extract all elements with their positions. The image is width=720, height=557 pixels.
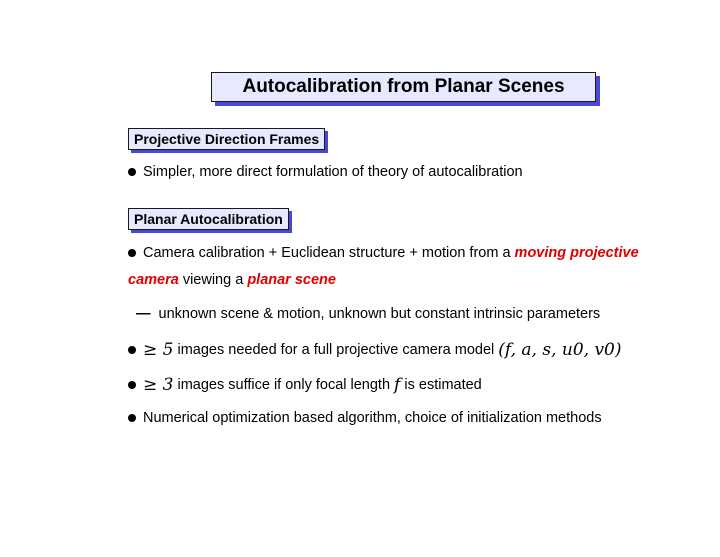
math-geq-three: ≥ 3: [143, 375, 174, 395]
bullet-five-images: [128, 340, 622, 360]
dash-unknown-scene: [136, 306, 600, 322]
highlight-moving-projective: moving projective: [514, 245, 639, 261]
bullet-numerical-optimization: [128, 410, 602, 426]
bullet-icon: [128, 168, 136, 176]
bullet-three-images: [128, 375, 482, 395]
highlight-camera: camera: [128, 272, 179, 288]
bullet-text: Numerical optimization based algorithm, choice of initialization methods: [143, 410, 602, 426]
bullet-icon: [128, 381, 136, 389]
bullet-icon: [128, 346, 136, 354]
bullet-text: images needed for a full projective camera model: [177, 342, 495, 358]
bullet-camera-calibration-continued: [128, 272, 336, 288]
dash-text: unknown scene & motion, unknown but constant intrinsic parameters: [158, 306, 601, 322]
bullet-icon: [128, 249, 136, 257]
math-camera-parameters: (f, a, s, u0, v0): [498, 340, 622, 360]
bullet-camera-calibration: [128, 245, 639, 261]
math-focal-length: f: [394, 375, 401, 395]
dash-icon: —: [136, 306, 151, 322]
bullet-text: viewing a: [182, 272, 244, 288]
bullet-text: Simpler, more direct formulation of theory of autocalibration: [143, 164, 523, 180]
bullet-text: images suffice if only focal length: [177, 377, 391, 393]
slide-title: Autocalibration from Planar Scenes: [211, 72, 596, 102]
bullet-text: is estimated: [404, 377, 482, 393]
bullet-icon: [128, 414, 136, 422]
bullet-text: Camera calibration + Euclidean structure + motion from a: [143, 245, 511, 261]
section-heading-planar-autocalibration: Planar Autocalibration: [128, 208, 289, 230]
math-geq-five: ≥ 5: [143, 340, 174, 360]
bullet-simpler-formulation: [128, 164, 523, 180]
section-heading-projective-direction-frames: Projective Direction Frames: [128, 128, 325, 150]
highlight-planar-scene: planar scene: [247, 272, 336, 288]
